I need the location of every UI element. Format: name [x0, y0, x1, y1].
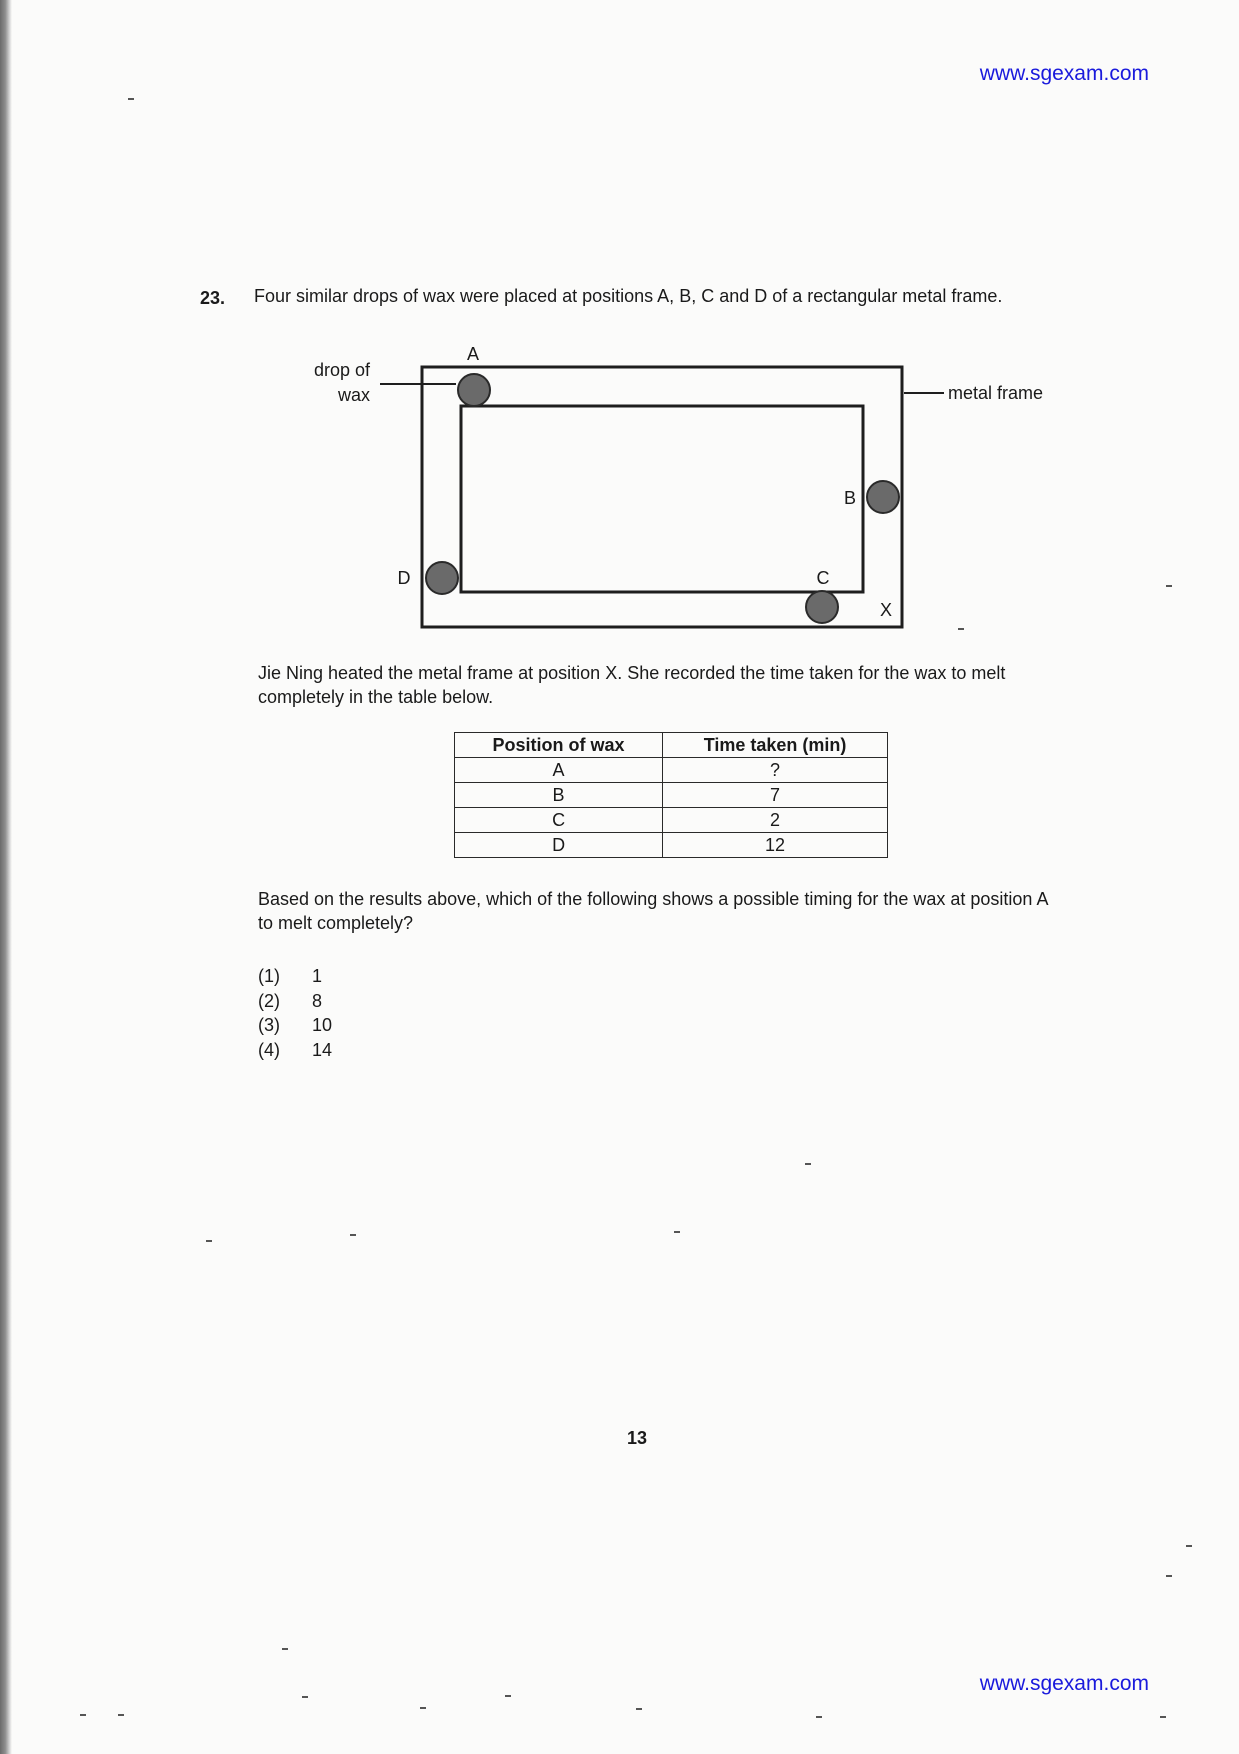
wax-drop-d [426, 562, 458, 594]
option-number: (2) [258, 990, 280, 1011]
frame-label: metal frame [948, 383, 1044, 403]
answer-option[interactable] [258, 989, 332, 1014]
header-time: Time taken (min) [663, 733, 888, 758]
option-value: 1 [312, 966, 323, 986]
scan-binding-edge [0, 0, 12, 1754]
cell-position: A [455, 758, 663, 783]
scan-speck [1166, 1575, 1172, 1577]
wax-drop-a [458, 374, 490, 406]
cell-time: ? [663, 758, 888, 783]
scan-speck [420, 1707, 426, 1709]
scan-speck [636, 1708, 642, 1710]
watermark-top[interactable]: www.sgexam.com [979, 62, 1149, 85]
metal-frame-diagram [296, 340, 1076, 640]
wax-drop-b [867, 481, 899, 513]
table-row [455, 783, 888, 808]
question-prompt: Based on the results above, which of the following shows a possible timing for the wax at position A to melt completely? [258, 889, 1048, 933]
cell-time: 2 [663, 808, 888, 833]
table-row [455, 833, 888, 858]
cell-time: 12 [663, 833, 888, 858]
drop-label-line2: wax [337, 385, 370, 405]
option-number: (3) [258, 1015, 280, 1035]
position-label-x: X [879, 600, 893, 620]
header-position: Position of wax [455, 733, 663, 758]
answer-option[interactable] [258, 1038, 332, 1063]
answer-options [258, 964, 332, 1062]
answer-option[interactable] [258, 1013, 332, 1038]
experiment-description: Jie Ning heated the metal frame at position X. She recorded the time taken for the wax to melt completely in the table below. [258, 663, 1006, 707]
cell-time: 7 [663, 783, 888, 808]
scan-speck [118, 1714, 124, 1716]
scan-speck [805, 1163, 811, 1165]
option-value: 8 [312, 990, 323, 1011]
position-label-b: B [843, 488, 857, 508]
metal-frame-inner [461, 406, 863, 592]
scan-speck [816, 1716, 822, 1718]
table-row [455, 758, 888, 783]
cell-position: B [455, 783, 663, 808]
scan-speck [1160, 1716, 1166, 1718]
option-value: 10 [312, 1015, 333, 1035]
scan-speck [302, 1696, 308, 1698]
scan-speck [1186, 1545, 1192, 1547]
option-number: (1) [258, 966, 280, 986]
scan-speck [350, 1234, 356, 1236]
scan-speck [282, 1648, 288, 1650]
question-number: 23. [200, 288, 226, 308]
table-row [455, 808, 888, 833]
scan-speck [505, 1695, 511, 1697]
option-value: 14 [312, 1039, 333, 1060]
table-header-row [455, 733, 888, 758]
scan-speck [1166, 585, 1172, 587]
option-number: (4) [258, 1039, 280, 1060]
cell-position: C [455, 808, 663, 833]
wax-drop-c [806, 591, 838, 623]
position-label-a: A [466, 344, 480, 364]
scan-speck [206, 1240, 212, 1242]
scan-speck [128, 98, 134, 100]
scan-speck [674, 1231, 680, 1233]
scan-speck [80, 1714, 86, 1716]
question-text: Four similar drops of wax were placed at positions A, B, C and D of a rectangular metal frame. [254, 286, 1003, 306]
cell-position: D [455, 833, 663, 858]
position-label-d: D [397, 568, 411, 588]
scan-speck [958, 628, 964, 630]
watermark-bottom[interactable]: www.sgexam.com [979, 1672, 1149, 1695]
results-table [454, 732, 888, 858]
answer-option[interactable] [258, 964, 332, 989]
drop-label-line1: drop of [313, 360, 370, 380]
page-number: 13 [627, 1428, 648, 1448]
position-label-c: C [816, 568, 830, 588]
